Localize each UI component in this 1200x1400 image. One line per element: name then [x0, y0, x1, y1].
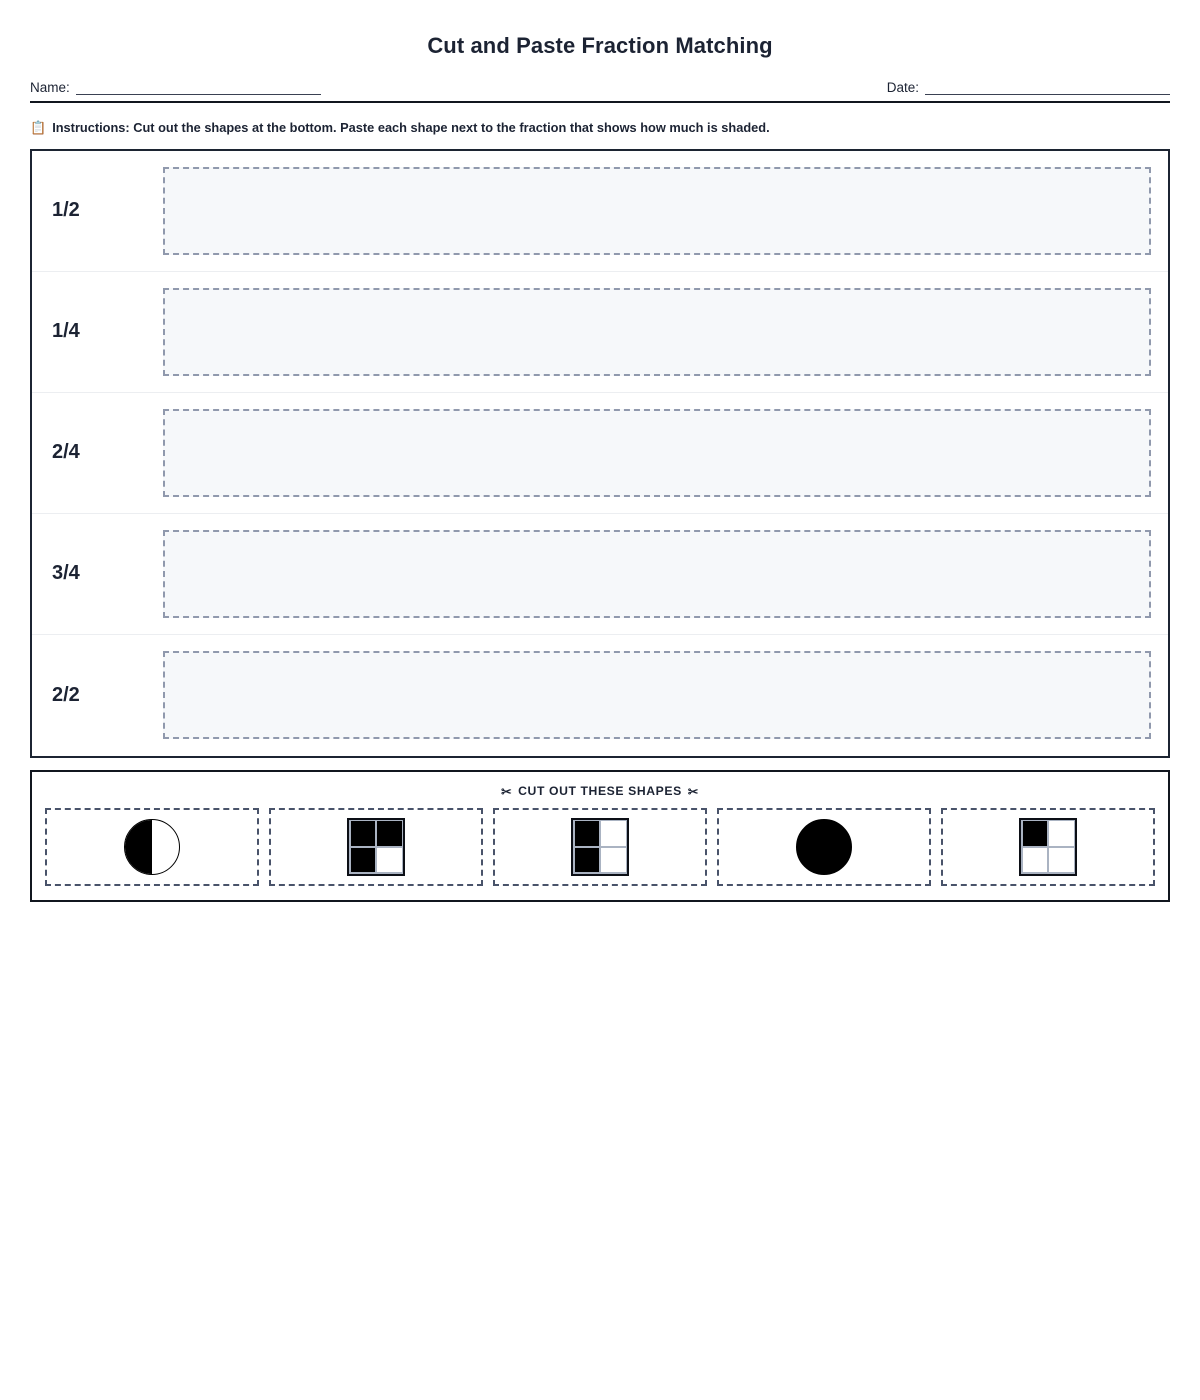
- cut-out-header-label: CUT OUT THESE SHAPES: [518, 784, 682, 799]
- name-input-line[interactable]: [76, 83, 321, 95]
- cutout-shape-5[interactable]: [941, 808, 1155, 886]
- cut-out-header: [45, 784, 1155, 799]
- grid-cell: [601, 848, 626, 873]
- grid-cell: [351, 848, 376, 873]
- grid-cell: [1023, 821, 1048, 846]
- shaded-half: [125, 820, 152, 874]
- name-field-group: [30, 81, 321, 95]
- instructions-text: Instructions: Cut out the shapes at the bottom. Paste each shape next to the fraction that shows how much is shaded.: [52, 119, 770, 135]
- cut-out-strip: [45, 808, 1155, 886]
- cutout-shape-2[interactable]: [269, 808, 483, 886]
- cutout-shape-1[interactable]: [45, 808, 259, 886]
- page-title: Cut and Paste Fraction Matching: [427, 33, 773, 58]
- fraction-label: 1/4: [52, 320, 80, 343]
- fraction-label: 3/4: [52, 562, 80, 585]
- date-label: Date:: [886, 80, 919, 95]
- cut-out-panel: [30, 770, 1170, 902]
- grid-cell: [601, 821, 626, 846]
- name-label: Name:: [30, 80, 70, 95]
- table-row: [32, 151, 1168, 272]
- drop-zone-3[interactable]: [163, 409, 1151, 497]
- grid-cell: [1049, 848, 1074, 873]
- clipboard-icon: 📋: [30, 119, 47, 135]
- name-date-row: [30, 81, 1170, 103]
- cutout-shape-4[interactable]: [717, 808, 931, 886]
- drop-zone-5[interactable]: [163, 651, 1151, 739]
- instructions-row: [30, 120, 1170, 135]
- full-shaded-circle-icon: [796, 819, 852, 875]
- cutout-shape-3[interactable]: [493, 808, 707, 886]
- grid-cell: [377, 848, 402, 873]
- grid-cell: [1023, 848, 1048, 873]
- drop-zone-1[interactable]: [163, 167, 1151, 255]
- grid-one-quarter-icon: [1019, 818, 1077, 876]
- scissors-icon: ✂: [687, 784, 699, 799]
- table-row: [32, 393, 1168, 514]
- grid-cell: [575, 821, 600, 846]
- scissors-icon: ✂: [501, 784, 513, 799]
- grid-cell: [377, 821, 402, 846]
- grid-three-quarters-icon: [347, 818, 405, 876]
- fraction-label: 2/2: [52, 683, 80, 706]
- matching-panel: [30, 149, 1170, 758]
- table-row: [32, 272, 1168, 393]
- grid-cell: [1049, 821, 1074, 846]
- date-field-group: [887, 81, 1170, 95]
- drop-zone-2[interactable]: [163, 288, 1151, 376]
- fraction-label: 1/2: [52, 199, 80, 222]
- half-shaded-circle-icon: [124, 819, 180, 875]
- drop-zone-4[interactable]: [163, 530, 1151, 618]
- grid-cell: [351, 821, 376, 846]
- date-input-line[interactable]: [925, 83, 1170, 95]
- table-row: [32, 514, 1168, 635]
- grid-two-quarters-icon: [571, 818, 629, 876]
- table-row: [32, 635, 1168, 756]
- grid-cell: [575, 848, 600, 873]
- fraction-label: 2/4: [52, 441, 80, 464]
